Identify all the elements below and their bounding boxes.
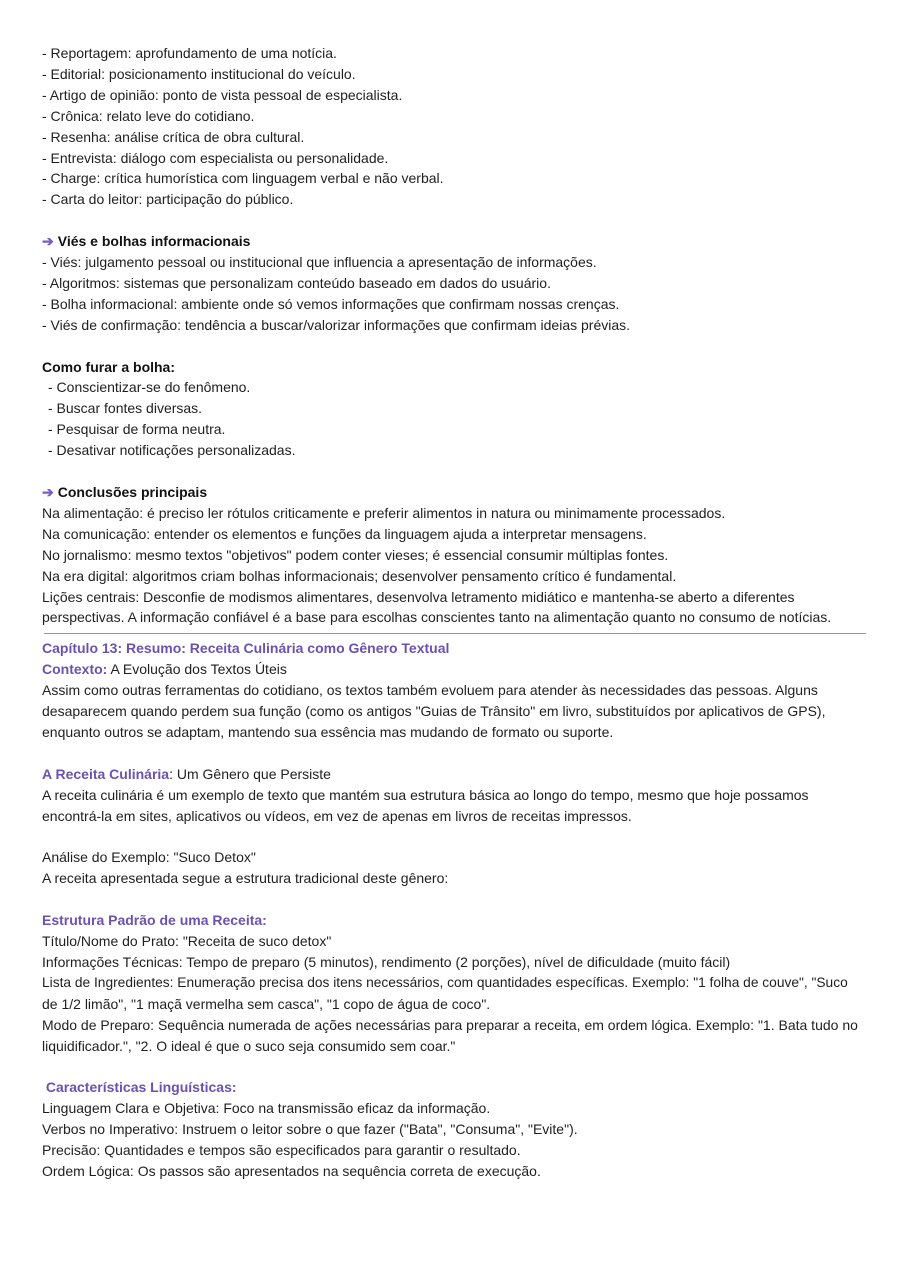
list-item: - Editorial: posicionamento institucional do veículo. — [42, 65, 356, 82]
list-item: - Entrevista: diálogo com especialista ou personalidade. — [42, 149, 389, 166]
bias-section — [42, 231, 858, 336]
paragraph-line: enquanto outros se adaptam, mantendo sua essência mas mudando de formato ou suporte. — [42, 723, 614, 740]
paragraph-line: Assim como outras ferramentas do cotidiano, os textos também evoluem para atender às necessidades das pessoas. Alguns — [42, 682, 818, 699]
structure-heading: Estrutura Padrão de uma Receita: — [42, 912, 267, 929]
paragraph-line: de 1/2 limão", "1 maçã vermelha sem casca", "1 copo de água de coco". — [42, 995, 491, 1012]
arrow-right-icon: ➔ — [42, 233, 54, 250]
section-heading: Como furar a bolha: — [42, 358, 176, 375]
section-divider — [44, 633, 866, 634]
list-item: - Viés de confirmação: tendência a buscar/valorizar informações que confirmam ideias prévias. — [42, 316, 631, 333]
paragraph-line: Lições centrais: Desconfie de modismos alimentares, desenvolva letramento midiático e mantenha-se aberto a diferentes — [42, 588, 795, 605]
context-label: Contexto: — [42, 661, 108, 678]
document-page — [42, 43, 858, 1182]
chapter-title: Capítulo 13: Resumo: Receita Culinária como Gênero Textual — [42, 640, 450, 657]
paragraph-line: Verbos no Imperativo: Instruem o leitor sobre o que fazer ("Bata", "Consuma", "Evite"). — [42, 1121, 578, 1138]
list-item: - Crônica: relato leve do cotidiano. — [42, 107, 255, 124]
paragraph-line: liquidificador.", "2. O ideal é que o suco seja consumido sem coar." — [42, 1037, 456, 1054]
list-item: - Bolha informacional: ambiente onde só vemos informações que confirmam nossas crenças. — [42, 295, 620, 312]
paragraph-line: Linguagem Clara e Objetiva: Foco na transmissão eficaz da informação. — [42, 1100, 491, 1117]
paragraph-line: Modo de Preparo: Sequência numerada de ações necessárias para preparar a receita, em ordem lógica. Exemplo: "1. Bata tudo no — [42, 1016, 858, 1033]
list-item: - Conscientizar-se do fenômeno. — [48, 379, 251, 396]
list-item: - Resenha: análise crítica de obra cultural. — [42, 128, 305, 145]
section-heading — [42, 482, 858, 503]
paragraph-line: Na alimentação: é preciso ler rótulos criticamente e preferir alimentos in natura ou minimamente processados. — [42, 504, 726, 521]
arrow-right-icon: ➔ — [42, 483, 54, 500]
section-heading — [42, 231, 858, 252]
list-item: - Artigo de opinião: ponto de vista pessoal de especialista. — [42, 86, 403, 103]
list-item: - Carta do leitor: participação do público. — [42, 191, 294, 208]
paragraph-line: A receita culinária é um exemplo de texto que mantém sua estrutura básica ao longo do tempo, mesmo que hoje possamos — [42, 786, 809, 803]
genre-list — [42, 43, 858, 210]
paragraph-line: Na era digital: algoritmos criam bolhas informacionais; desenvolver pensamento crítico é fundamental. — [42, 567, 677, 584]
paragraph-line: Ordem Lógica: Os passos são apresentados na sequência correta de execução. — [42, 1162, 541, 1179]
context-line — [42, 659, 858, 680]
paragraph-line: Informações Técnicas: Tempo de preparo (5 minutos), rendimento (2 porções), nível de dificuldade (muito fácil) — [42, 953, 731, 970]
paragraph-line: perspectivas. A informação confiável é a base para escolhas conscientes tanto na alimentação quanto no consumo de notícias. — [42, 609, 832, 626]
paragraph-line: Na comunicação: entender os elementos e funções da linguagem ajuda a interpretar mensagens. — [42, 525, 647, 542]
paragraph-line: Lista de Ingredientes: Enumeração precisa dos itens necessários, com quantidades específicas. Exemplo: "1 folha de couve", "Suco — [42, 974, 848, 990]
chapter-section — [42, 638, 858, 1182]
paragraph-line: Precisão: Quantidades e tempos são especificados para garantir o resultado. — [42, 1142, 521, 1159]
list-item: - Viés: julgamento pessoal ou institucional que influencia a apresentação de informações. — [42, 254, 597, 271]
paragraph-line: desaparecem quando perdem sua função (como os antigos "Guias de Trânsito" em livro, substituídos por aplicativos de GPS), — [42, 703, 826, 720]
list-item: - Pesquisar de forma neutra. — [48, 421, 226, 438]
section-heading-text: Conclusões principais — [57, 483, 208, 500]
list-item: - Buscar fontes diversas. — [48, 400, 203, 417]
list-item: - Reportagem: aprofundamento de uma notícia. — [42, 45, 337, 61]
recipe-text: : Um Gênero que Persiste — [169, 765, 331, 782]
conclusions-section — [42, 482, 858, 628]
recipe-label: A Receita Culinária — [42, 765, 170, 782]
linguistic-heading: Características Linguísticas: — [42, 1079, 237, 1096]
list-item: - Algoritmos: sistemas que personalizam conteúdo baseado em dados do usuário. — [42, 274, 551, 291]
paragraph-line: Título/Nome do Prato: "Receita de suco detox" — [42, 932, 332, 949]
bubble-section — [42, 357, 858, 462]
list-item: - Charge: crítica humorística com linguagem verbal e não verbal. — [42, 170, 444, 187]
section-heading-text: Viés e bolhas informacionais — [57, 233, 251, 250]
recipe-heading-line — [42, 764, 858, 785]
paragraph-line: encontrá-la em sites, aplicativos ou vídeos, em vez de apenas em livros de receitas impressos. — [42, 807, 632, 824]
context-text: A Evolução dos Textos Úteis — [107, 661, 287, 678]
paragraph-line: No jornalismo: mesmo textos "objetivos" podem conter vieses; é essencial consumir múltiplas fontes. — [42, 546, 669, 563]
paragraph-line: Análise do Exemplo: "Suco Detox" — [42, 849, 256, 866]
list-item: - Desativar notificações personalizadas. — [48, 442, 296, 459]
paragraph-line: A receita apresentada segue a estrutura tradicional deste gênero: — [42, 870, 449, 887]
